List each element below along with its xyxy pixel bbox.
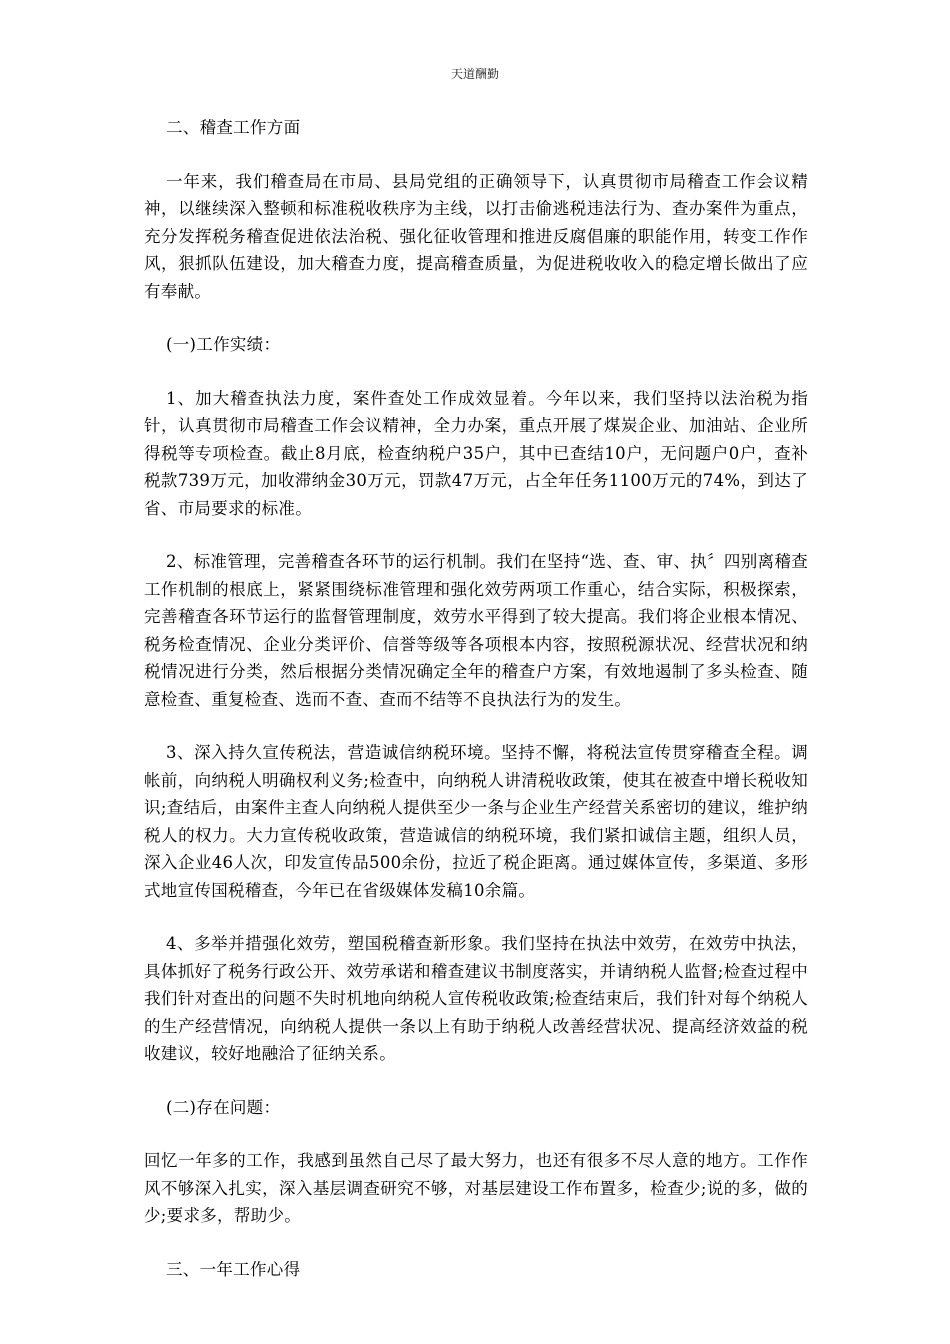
section-heading-work-insights: 三、一年工作心得	[166, 1259, 301, 1279]
paragraph-achievement-2: 2、标准管理，完善稽查各环节的运行机制。我们在坚持“选、查、审、执〞四别离稽查工作机制的根底上，紧紧围绕标准管理和强化效劳两项工作重心，结合实际，积极探索，完善稽查各环节运行的监督管理制度，效劳水平得到了较大提高。我们将企业根本情况、税务检查情况、企业分类评价、信誉等级等各项根本内容，按照税源状况、经营状况和纳税情况进行分类，然后根据分类情况确定全年的稽查户方案，有效地遏制了多头检查、随意检查、重复检查、选而不查、查而不结等不良执法行为的发生。	[144, 552, 808, 709]
subheading-work-achievements: (一)工作实绩：	[166, 335, 281, 354]
section-heading-inspection-work: 二、稽查工作方面	[166, 118, 301, 137]
paragraph-overview: 一年来，我们稽查局在市局、县局党组的正确领导下，认真贯彻市局稽查工作会议精神，以继续深入整顿和标准税收秩序为主线，以打击偷逃税违法行为、查办案件为重点，充分发挥税务稽查促进依法治税、强化征收管理和推进反腐倡廉的职能作用，转变工作作风，狠抓队伍建设，加大稽查力度，提高稽查质量，为促进税收收入的稳定增长做出了应有奉献。	[144, 171, 808, 301]
document-body	[144, 114, 808, 1309]
paragraph-problems: 回忆一年多的工作，我感到虽然自己尽了最大努力，也还有很多不尽人意的地方。工作作风不够深入扎实，深入基层调查研究不够，对基层建设工作布置多，检查少;说的多，做的少;要求多，帮助少。	[144, 1151, 808, 1225]
subheading-existing-problems: (二)存在问题：	[166, 1097, 281, 1117]
paragraph-achievement-4: 4、多举并措强化效劳，塑国税稽查新形象。我们坚持在执法中效劳，在效劳中执法，具体抓好了税务行政公开、效劳承诺和稽查建议书制度落实，并请纳税人监督;检查过程中我们针对查出的问题不失时机地向纳税人宣传税收政策;检查结束后，我们针对每个纳税人的生产经营情况，向纳税人提供一条以上有助于纳税人改善经营状况、提高经济效益的税收建议，较好地融洽了征纳关系。	[144, 934, 808, 1063]
page-header: 天道酬勤	[450, 67, 499, 81]
paragraph-achievement-1: 1、加大稽查执法力度，案件查处工作成效显着。今年以来，我们坚持以法治税为指针，认真贯彻市局稽查工作会议精神，全力办案，重点开展了煤炭企业、加油站、企业所得税等专项检查。截止8月底，检查纳税户35户，其中已查结10户，无问题户0户，查补税款739万元，加收滞纳金30万元，罚款47万元，占全年任务1100万元的74%，到达了省、市局要求的标准。	[144, 388, 808, 518]
paragraph-achievement-3: 3、深入持久宣传税法，营造诚信纳税环境。坚持不懈，将税法宣传贯穿稽查全程。调帐前，向纳税人明确权利义务;检查中，向纳税人讲清税收政策，使其在被查中增长税收知识;查结后，由案件主查人向纳税人提供至少一条与企业生产经营关系密切的建议，维护纳税人的权力。大力宣传税收政策，营造诚信的纳税环境，我们紧扣诚信主题，组织人员，深入企业46人次，印发宣传品500余份，拉近了税企距离。通过媒体宣传，多渠道、多形式地宣传国税稽查，今年已在省级媒体发稿10余篇。	[144, 743, 808, 900]
